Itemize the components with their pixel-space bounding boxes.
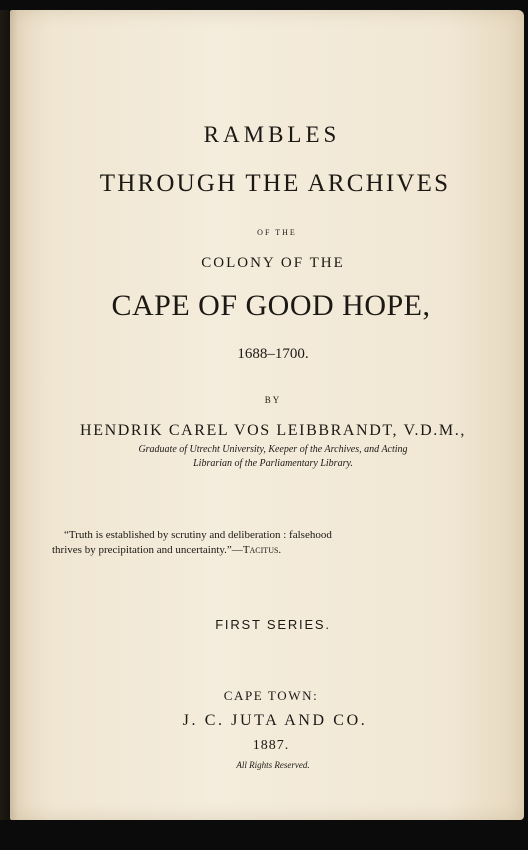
series-label: FIRST SERIES. bbox=[215, 617, 331, 632]
title-page bbox=[10, 10, 524, 820]
publication-year: 1887. bbox=[252, 738, 290, 753]
year-range: 1688–1700. bbox=[237, 346, 309, 362]
epigraph-line2-text: thrives by precipitation and uncertainty.”— bbox=[52, 544, 243, 556]
epigraph-attribution: Tacitus. bbox=[242, 544, 282, 556]
epigraph-line1: “Truth is established by scrutiny and deliberation : falsehood bbox=[64, 529, 332, 541]
rights-notice: All Rights Reserved. bbox=[236, 760, 310, 770]
epigraph-line2 bbox=[52, 543, 472, 558]
by-line: BY bbox=[264, 395, 282, 405]
author-name: HENDRIK CAREL VOS LEIBBRANDT, V.D.M., bbox=[80, 422, 466, 439]
colony-line: COLONY OF THE bbox=[201, 255, 345, 271]
page-gutter-shadow bbox=[0, 10, 18, 820]
publisher-name: J. C. JUTA AND CO. bbox=[182, 712, 368, 729]
cape-of-good-hope-line: CAPE OF GOOD HOPE, bbox=[111, 289, 431, 322]
title-line-rambles: RAMBLES bbox=[203, 122, 341, 147]
author-credentials-line1: Graduate of Utrecht University, Keeper of the Archives, and Acting bbox=[138, 444, 408, 455]
author-credentials-line2: Librarian of the Parliamentary Library. bbox=[193, 458, 353, 469]
title-line-through-the-archives: THROUGH THE ARCHIVES bbox=[99, 170, 451, 197]
of-the-line: OF THE bbox=[257, 228, 297, 237]
publication-place: CAPE TOWN: bbox=[223, 688, 319, 703]
